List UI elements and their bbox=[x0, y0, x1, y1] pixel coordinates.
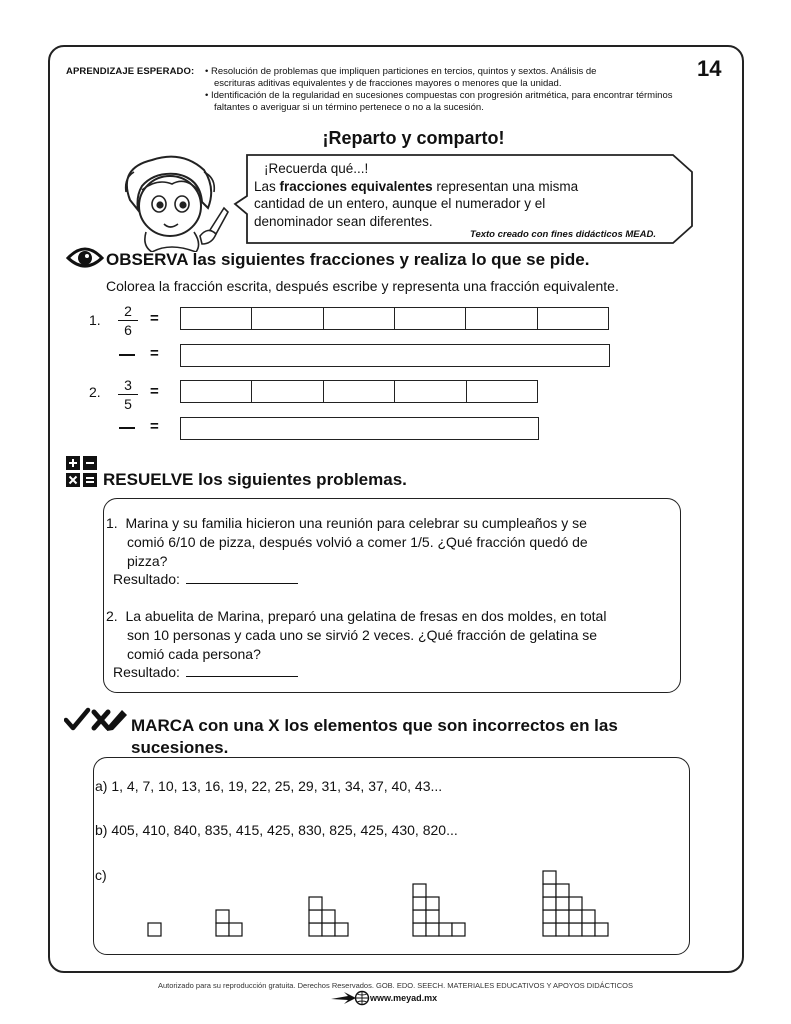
staircase-square bbox=[543, 884, 556, 897]
staircase-square bbox=[309, 897, 322, 910]
staircase-square bbox=[582, 923, 595, 936]
staircase-square bbox=[543, 923, 556, 936]
fraction-denominator: 6 bbox=[124, 322, 132, 338]
staircase-square bbox=[148, 923, 161, 936]
result-label: Resultado: bbox=[113, 571, 180, 587]
sequence-b[interactable]: b) 405, 410, 840, 835, 415, 425, 830, 825, 425, 430, 820... bbox=[95, 822, 458, 838]
staircase-square bbox=[426, 910, 439, 923]
staircase-square bbox=[216, 910, 229, 923]
staircase-square bbox=[335, 923, 348, 936]
staircase-square bbox=[543, 871, 556, 884]
problem-number: 1. bbox=[106, 515, 118, 531]
staircase-square bbox=[426, 923, 439, 936]
equals-sign: = bbox=[150, 345, 159, 362]
staircase-square bbox=[543, 910, 556, 923]
staircase-square bbox=[216, 923, 229, 936]
staircase-square bbox=[322, 923, 335, 936]
staircase-square bbox=[569, 897, 582, 910]
observa-instruction: Colorea la fracción escrita, después escribe y representa una fracción equivalente. bbox=[106, 278, 619, 294]
problem-line: pizza? bbox=[127, 553, 168, 569]
footer-text: Autorizado para su reproducción gratuita. Derechos Reservados. GOB. EDO. SEECH. MATERIALES EDUCATIVOS Y APOYOS DIDÁCTICOS bbox=[157, 981, 634, 990]
marca-heading-rest: con una X los elementos que son incorrectos en las bbox=[193, 716, 618, 735]
page-number: 14 bbox=[697, 56, 722, 81]
staircase-square bbox=[452, 923, 465, 936]
staircase-square bbox=[556, 923, 569, 936]
staircase-square bbox=[413, 884, 426, 897]
staircase-square bbox=[569, 910, 582, 923]
globe-arrow-logo-icon bbox=[330, 990, 370, 1006]
staircase-square bbox=[439, 923, 452, 936]
problem-text: La abuelita de Marina, preparó una gelatina de fresas en dos moldes, en total bbox=[125, 608, 607, 624]
page-title-text: ¡Reparto y comparto! bbox=[322, 128, 505, 148]
problem-line: comió cada persona? bbox=[127, 646, 261, 662]
bubble-text-segment: representan una misma bbox=[432, 178, 579, 194]
fraction-denominator: 5 bbox=[124, 396, 132, 412]
bubble-line-3: denominador sean diferentes. bbox=[254, 213, 433, 229]
bubble-line-2: cantidad de un entero, aunque el numerador y el bbox=[254, 196, 546, 211]
staircase-square bbox=[229, 923, 242, 936]
equals-sign: = bbox=[150, 383, 159, 400]
website-link[interactable]: www.meyad.mx bbox=[370, 993, 438, 1003]
staircase-square bbox=[556, 910, 569, 923]
staircase-square bbox=[322, 910, 335, 923]
staircase-square bbox=[556, 897, 569, 910]
staircase-square bbox=[543, 897, 556, 910]
equals-sign: = bbox=[150, 418, 159, 435]
bubble-intro: ¡Recuerda qué...! bbox=[264, 161, 369, 176]
problem-line: comió 6/10 de pizza, después volvió a comer 1/5. ¿Qué fracción quedó de bbox=[127, 534, 588, 550]
bubble-bold-term: fracciones equivalentes bbox=[279, 178, 433, 194]
fraction-numerator: 2 bbox=[124, 303, 132, 319]
staircase-figure-1[interactable] bbox=[148, 923, 161, 936]
aprendizaje-line: • Resolución de problemas que impliquen particiones en tercios, quintos y sextos. Análisis de bbox=[205, 66, 597, 77]
staircase-figure-4[interactable] bbox=[413, 884, 465, 936]
problem-text: Marina y su familia hicieron una reunión para celebrar su cumpleaños y se bbox=[125, 515, 587, 531]
staircase-square bbox=[309, 923, 322, 936]
resuelve-heading-rest: los siguientes problemas. bbox=[193, 470, 407, 489]
observa-heading-rest: las siguientes fracciones y realiza lo que se pide. bbox=[187, 250, 590, 269]
aprendizaje-line: escrituras aditivas equivalentes y de fracciones mayores o menores que la unidad. bbox=[214, 78, 562, 89]
problem-line: son 10 personas y cada uno se sirvió 2 veces. ¿Qué fracción de gelatina se bbox=[127, 627, 598, 643]
bubble-text-segment: Las bbox=[254, 178, 280, 194]
staircase-square bbox=[426, 897, 439, 910]
fraction-numerator: 3 bbox=[124, 377, 132, 393]
aprendizaje-label: APRENDIZAJE ESPERADO: bbox=[66, 66, 195, 77]
staircase-figure-5[interactable] bbox=[543, 871, 608, 936]
item-number: 1. bbox=[89, 312, 101, 328]
staircase-figure-2[interactable] bbox=[216, 910, 242, 936]
bubble-credit: Texto creado con fines didácticos MEAD. bbox=[470, 229, 656, 240]
staircase-figure-3[interactable] bbox=[309, 897, 348, 936]
aprendizaje-line: faltantes o averiguar si un término pertenece o no a la sucesión. bbox=[214, 102, 484, 113]
sequence-c-label: c) bbox=[95, 867, 107, 883]
aprendizaje-line: • Identificación de la regularidad en sucesiones compuestas con progresión aritmética, para encontrar términos bbox=[205, 90, 673, 101]
sequence-a[interactable]: a) 1, 4, 7, 10, 13, 16, 19, 22, 25, 29, 31, 34, 37, 40, 43... bbox=[95, 778, 443, 794]
marca-heading-line-2: sucesiones. bbox=[131, 738, 229, 757]
problem-number: 2. bbox=[106, 608, 118, 624]
staircase-square bbox=[569, 923, 582, 936]
staircase-square bbox=[582, 910, 595, 923]
item-number: 2. bbox=[89, 384, 101, 400]
result-label: Resultado: bbox=[113, 664, 180, 680]
staircase-square bbox=[413, 923, 426, 936]
staircase-square bbox=[309, 910, 322, 923]
observa-keyword: OBSERVA bbox=[106, 250, 188, 269]
staircase-square bbox=[595, 923, 608, 936]
resuelve-keyword: RESUELVE bbox=[103, 470, 194, 489]
staircase-square bbox=[413, 910, 426, 923]
staircase-square bbox=[413, 897, 426, 910]
equals-sign: = bbox=[150, 310, 159, 327]
marca-keyword: MARCA bbox=[131, 716, 194, 735]
staircase-square bbox=[556, 884, 569, 897]
